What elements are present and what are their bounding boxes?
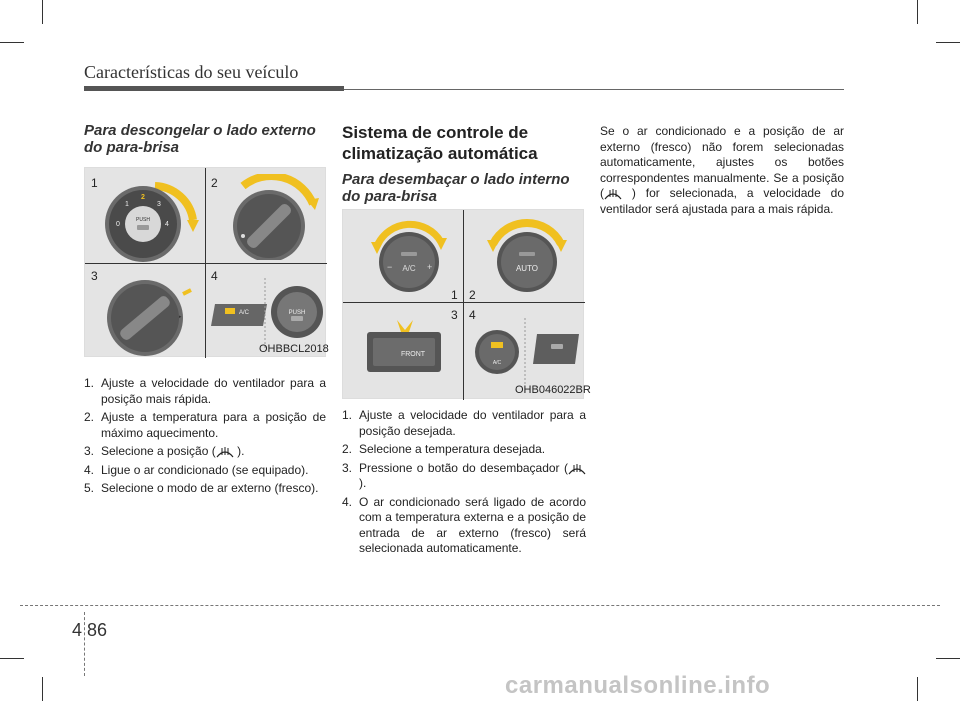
step-text: Ajuste a temperatura para a posição de máximo aquecimento. (101, 410, 326, 440)
paragraph-text: ) for selecionada, a velocidade do ventilador será ajustada para a mais rápida. (600, 186, 844, 216)
minus-label: − (387, 262, 393, 272)
figure-divider (343, 302, 585, 303)
middle-column (342, 122, 586, 205)
left-steps (84, 376, 326, 497)
list-item (84, 376, 326, 407)
left-column (84, 122, 326, 156)
figure-divider (463, 210, 464, 400)
crop-mark (917, 0, 918, 24)
left-steps-wrap (84, 376, 326, 500)
list-item (342, 408, 586, 439)
step-text: Pressione o botão do desembaçador ( (359, 460, 568, 475)
step-text: Selecione a posição ( (101, 444, 216, 458)
figure-divider (85, 263, 327, 264)
middle-subtitle (342, 171, 586, 205)
step-text: ). (233, 444, 245, 458)
left-subtitle-line1: Para descongelar o lado externo (84, 122, 316, 139)
figure-manual-climate (84, 167, 329, 357)
step-text: Selecione a temperatura desejada. (359, 442, 546, 456)
left-subtitle (84, 122, 326, 156)
list-item (84, 410, 326, 441)
figure-label: 4 (211, 269, 218, 283)
mode-knob (93, 268, 203, 356)
page-header-title: Características do seu veículo (84, 62, 299, 82)
header-rule-thin (344, 89, 844, 90)
left-subtitle-line2: do para-brisa (84, 139, 180, 156)
figure-caption: OHB046022BR (515, 384, 591, 396)
list-item (84, 481, 326, 497)
step-number: 4. (342, 494, 353, 509)
step-text: ). (359, 476, 367, 490)
step-number: 5. (84, 481, 95, 495)
middle-steps-wrap (342, 408, 586, 560)
crop-mark (42, 0, 43, 24)
step-number: 1. (84, 376, 95, 390)
knob-number: 0 (116, 221, 120, 228)
list-item (84, 463, 326, 479)
step-text: Selecione o modo de ar externo (fresco). (101, 481, 319, 495)
step-number: 2. (84, 410, 95, 424)
figure-label: 3 (91, 269, 98, 283)
footer-dashed-rule (20, 605, 940, 606)
figure-label: 2 (211, 176, 218, 190)
step-number: 2. (342, 442, 353, 456)
paragraph-text: Se o ar condicionado e a posição de ar externo (fresco) não forem selecionadas automaticamente, ajustes os botões correspondentes manualmente. Se a posição ( (600, 124, 844, 200)
ac-push-buttons (207, 268, 325, 354)
figure-label: 1 (91, 176, 98, 190)
svg-text:▸: ▸ (179, 314, 182, 320)
step-text: Ajuste a velocidade do ventilador para a posição mais rápida. (101, 376, 326, 406)
figure-auto-climate (342, 209, 591, 399)
step-number: 1. (342, 408, 353, 422)
list-item (342, 442, 586, 458)
header-rule (84, 86, 344, 91)
knob-number: 4 (165, 221, 169, 228)
middle-steps (342, 408, 586, 557)
auto-label: AUTO (515, 264, 539, 273)
section-title-line2: climatização automática (342, 144, 538, 163)
ac-label: A/C (402, 264, 416, 273)
front-label: FRONT (400, 351, 426, 358)
fan-speed-knob (93, 180, 201, 262)
right-paragraph (600, 124, 844, 217)
auto-knob (477, 214, 577, 296)
middle-subtitle-line2: do para-brisa (342, 188, 438, 205)
knob-number: 2 (141, 194, 145, 201)
knob-number: 3 (157, 201, 161, 208)
list-item (342, 495, 586, 557)
defrost-icon (216, 444, 234, 458)
crop-mark (0, 42, 24, 43)
plus-label: + (427, 262, 433, 272)
crop-mark (917, 677, 918, 701)
figure-label: 1 (451, 288, 458, 302)
crop-mark (0, 658, 24, 659)
defrost-icon (568, 461, 586, 475)
ac-knob (363, 216, 457, 296)
ac-label: A/C (492, 360, 502, 366)
ac-small-controls (467, 312, 583, 392)
crop-mark (936, 658, 960, 659)
figure-caption: OHBBCL2018 (259, 343, 329, 355)
step-number: 3. (342, 460, 353, 475)
step-number: 4. (84, 462, 95, 477)
defrost-icon (604, 186, 622, 200)
push-label: PUSH (288, 310, 306, 316)
step-text: O ar condicionado será ligado de acordo com a temperatura externa e a posição de entrada de ar externo (fresco) será selecionada automaticamente. (359, 494, 586, 555)
list-item (84, 444, 326, 460)
section-title (342, 122, 586, 164)
crop-mark (936, 42, 960, 43)
list-item (342, 461, 586, 492)
push-label: PUSH (136, 217, 150, 223)
section-title-line1: Sistema de controle de (342, 123, 529, 142)
crop-mark (42, 677, 43, 701)
temperature-knob (213, 174, 325, 260)
step-text: Ligue o ar condicionado (se equipado). (101, 462, 309, 477)
figure-label: 4 (469, 308, 476, 322)
middle-subtitle-line1: Para desembaçar o lado interno (342, 171, 570, 188)
page-number: 4 86 (72, 620, 108, 640)
figure-label: 2 (469, 288, 476, 302)
step-number: 3. (84, 444, 95, 458)
right-column (600, 124, 844, 217)
figure-label: 3 (451, 308, 458, 322)
knob-number: 1 (125, 201, 129, 208)
watermark: carmanualsonline.info (505, 672, 771, 699)
ac-label: A/C (239, 310, 250, 316)
front-defrost-button (353, 314, 457, 384)
step-text: Ajuste a velocidade do ventilador para a posição desejada. (359, 408, 586, 438)
